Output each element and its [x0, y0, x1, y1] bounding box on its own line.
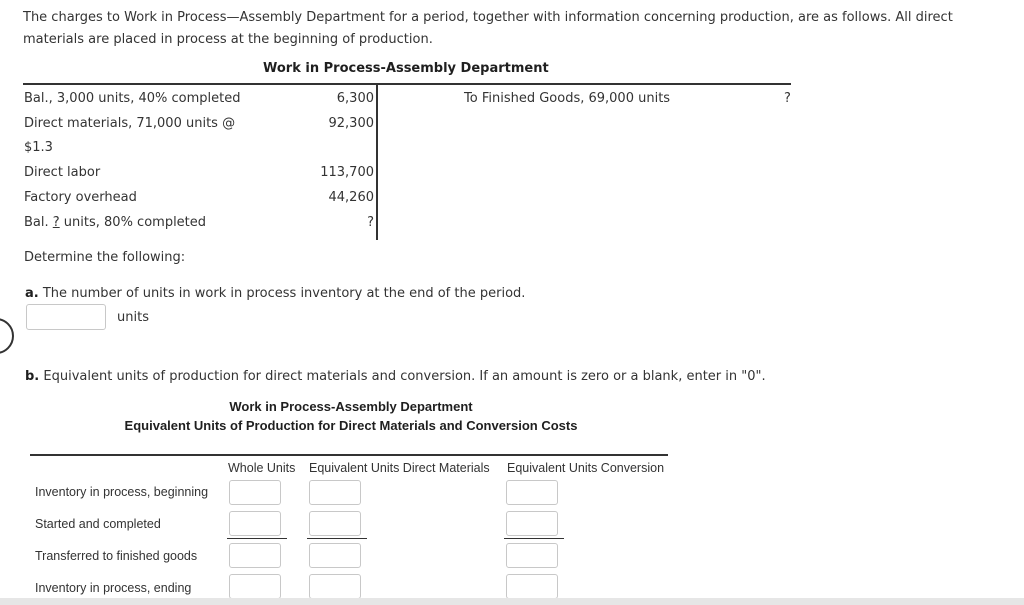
row-label-inventory-ending: Inventory in process, ending	[35, 581, 192, 595]
whole-units-transferred-input[interactable]	[229, 543, 281, 568]
row-label-started-completed: Started and completed	[35, 517, 161, 531]
eq-materials-subtotal-rule	[307, 538, 367, 539]
debit-label-beginning-balance: Bal., 3,000 units, 40% completed	[24, 91, 241, 106]
col-header-eq-conversion: Equivalent Units Conversion	[507, 461, 665, 475]
col-header-whole-units: Whole Units	[228, 461, 296, 475]
debit-label-direct-materials-rate: $1.3	[24, 140, 53, 155]
eq-conversion-ending-input[interactable]	[506, 574, 558, 599]
whole-units-ending-input[interactable]	[229, 574, 281, 599]
eq-conversion-subtotal-rule	[504, 538, 564, 539]
unknown-units-marker: ?	[52, 215, 60, 230]
units-label: units	[117, 310, 149, 325]
whole-units-beginning-input[interactable]	[229, 480, 281, 505]
eq-materials-ending-input[interactable]	[309, 574, 361, 599]
eq-conversion-transferred-input[interactable]	[506, 543, 558, 568]
debit-amount-direct-materials: 92,300	[328, 116, 374, 131]
eq-materials-started-input[interactable]	[309, 511, 361, 536]
credit-amount-finished-goods: ?	[784, 91, 791, 106]
units-ending-inventory-input[interactable]	[26, 304, 106, 330]
circle-marker-icon	[0, 318, 14, 354]
debit-amount-factory-overhead: 44,260	[328, 190, 374, 205]
t-account-title: Work in Process-Assembly Department	[263, 61, 549, 76]
eq-table-subtitle: Equivalent Units of Production for Direct Materials and Conversion Costs	[124, 418, 578, 433]
eq-materials-beginning-input[interactable]	[309, 480, 361, 505]
whole-units-subtotal-rule	[227, 538, 287, 539]
row-label-transferred-finished: Transferred to finished goods	[35, 549, 198, 563]
debit-label-factory-overhead: Factory overhead	[24, 190, 137, 205]
part-a-letter: a.	[25, 286, 39, 301]
t-account-top-rule	[23, 83, 791, 85]
eq-table-title: Work in Process-Assembly Department	[229, 399, 473, 414]
debit-amount-direct-labor: 113,700	[320, 165, 374, 180]
eq-materials-transferred-input[interactable]	[309, 543, 361, 568]
intro-text: The charges to Work in Process—Assembly Department for a period, together with information concerning production, are as follows. All direct materials are placed in process at the beginning of production.	[23, 10, 953, 47]
debit-label-direct-labor: Direct labor	[24, 165, 101, 180]
debit-amount-beginning-balance: 6,300	[336, 91, 374, 106]
col-header-eq-direct-materials: Equivalent Units Direct Materials	[309, 461, 490, 475]
eq-table-top-rule	[30, 454, 668, 456]
t-account-divider	[376, 85, 378, 240]
whole-units-started-input[interactable]	[229, 511, 281, 536]
determine-heading: Determine the following:	[24, 250, 186, 265]
row-label-inventory-beginning: Inventory in process, beginning	[35, 485, 209, 499]
horizontal-scrollbar[interactable]	[0, 598, 1024, 605]
debit-label-direct-materials: Direct materials, 71,000 units @	[24, 116, 236, 131]
part-a-question: a. The number of units in work in process inventory at the end of the period.	[25, 286, 526, 301]
eq-conversion-beginning-input[interactable]	[506, 480, 558, 505]
part-b-letter: b.	[25, 369, 40, 384]
part-b-question: b. Equivalent units of production for direct materials and conversion. If an amount is zero or a blank, enter in "0".	[25, 369, 766, 384]
eq-conversion-started-input[interactable]	[506, 511, 558, 536]
debit-amount-ending-balance: ?	[367, 215, 374, 230]
debit-label-ending-balance: Bal. ? units, 80% completed	[24, 215, 207, 230]
credit-label-finished-goods: To Finished Goods, 69,000 units	[464, 91, 671, 106]
